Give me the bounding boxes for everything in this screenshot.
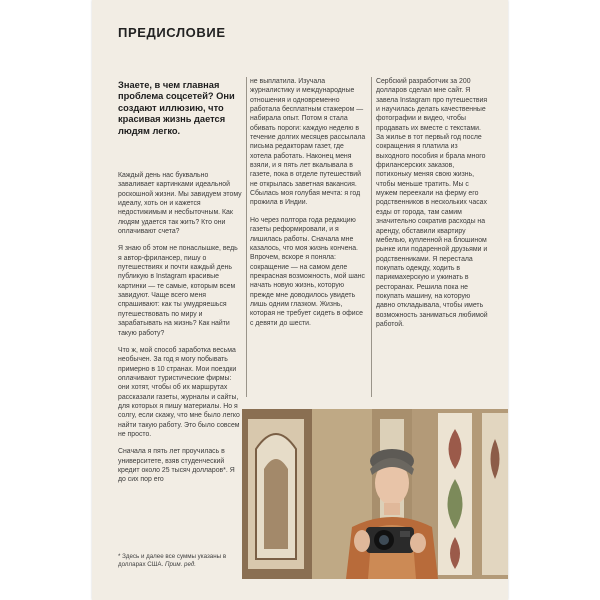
lead-paragraph: Знаете, в чем главная проблема соцсетей? Они создают иллюзию, что красивая жизнь дается людям легко. <box>118 80 235 136</box>
column-divider <box>371 77 372 397</box>
photo-illustration <box>242 409 508 579</box>
paragraph: Но через полтора года редакцию газеты реформировали, и я лишилась работы. Сначала мне казалось, что моя жизнь кончена. Впрочем, вскоре я поняла: сокращение — на самом деле прекрасная возможность, мой шанс начать новую жизнь, которую прежде мне доводилось увидеть лишь одним глазком. Жизнь, которая не требует сидеть в офисе с девяти до шести. <box>250 216 366 327</box>
text-column-1 <box>118 171 242 493</box>
paragraph: Что ж, мой способ заработка весьма необычен. За год я могу побывать примерно в 10 странах. Мои поездки оплачивают туристические фирмы: они хотят, чтобы об их маршрутах рассказали газеты, журналы и сайты, для которых я пишу материалы. Но я солгу, если скажу, что мне было легко найти такую работу. Это было совсем не просто. <box>118 346 240 438</box>
paragraph: Сначала я пять лет проучилась в университете, взяв студенческий кредит около 25 тысяч долларов*. Я до сих пор его <box>118 448 235 484</box>
chapter-heading: ПРЕДИСЛОВИЕ <box>118 25 226 40</box>
paragraph: Сербский разработчик за 200 долларов сделал мне сайт. Я завела Instagram про путешествия и научилась делать качественные фотографии и видео, чтобы продавать их вместе с текстами. За жилье в тот первый год после сокращения я платила из выходного пособия и брала много фрилансерских заказов, потихоньку меняя свою жизнь, чтобы меньше тратить. Мы с мужем переехали на ферму его родственников в нескольких часах езды от города, там самим значительно сократив расходы на аренду, обставили квартиру мебелью, купленной на блошином рынке или подаренной друзьями и родственниками. Я перестала покупать одежду, ходить в парикмахерскую и ужинать в ресторанах. Решила пока не покупать машину, на которую давно откладывала, чтобы иметь возможность заниматься любимой работой. <box>376 78 488 328</box>
column-divider <box>246 77 247 397</box>
footnote-credit: Прим. ред. <box>165 561 196 568</box>
footnote <box>118 553 240 569</box>
text-column-3 <box>376 77 488 337</box>
book-page <box>92 0 508 600</box>
paragraph: не выплатила. Изучала журналистику и международные отношения и одновременно работала бесплатным стажером — набирала опыт. Потом я стала обивать пороги: каждую неделю в течение долгих месяцев рассылала письма редакторам газет, где хотела работать. Наконец меня взяли, и я пять лет вкалывала в газете, пока в отделе путешествий не открылась заветная вакансия. Сбылась моя голубая мечта: я год прожила в Индии. <box>250 78 366 207</box>
footnote-text: * Здесь и далее все суммы указаны в долларах США. <box>118 553 227 568</box>
author-photo <box>242 409 508 579</box>
paragraph: Каждый день нас буквально заваливает картинками идеальной роскошной жизни. Мы завидуем этому идеалу, хоть он и кажется недостижимым и несбыточным. Как людям удается так жить? Кто они оплачивают счета? <box>118 172 242 236</box>
paragraph: Я знаю об этом не понаслышке, ведь я автор-фрилансер, пишу о путешествиях и почти каждый день публикую в Instagram красивые картинки — те самые, которым всем завидуют. Чаще всего меня спрашивают: как ты умудряешься путешествовать по миру и зарабатывать на жизнь? Как найти такую работу? <box>118 245 238 337</box>
text-column-2 <box>250 77 366 336</box>
